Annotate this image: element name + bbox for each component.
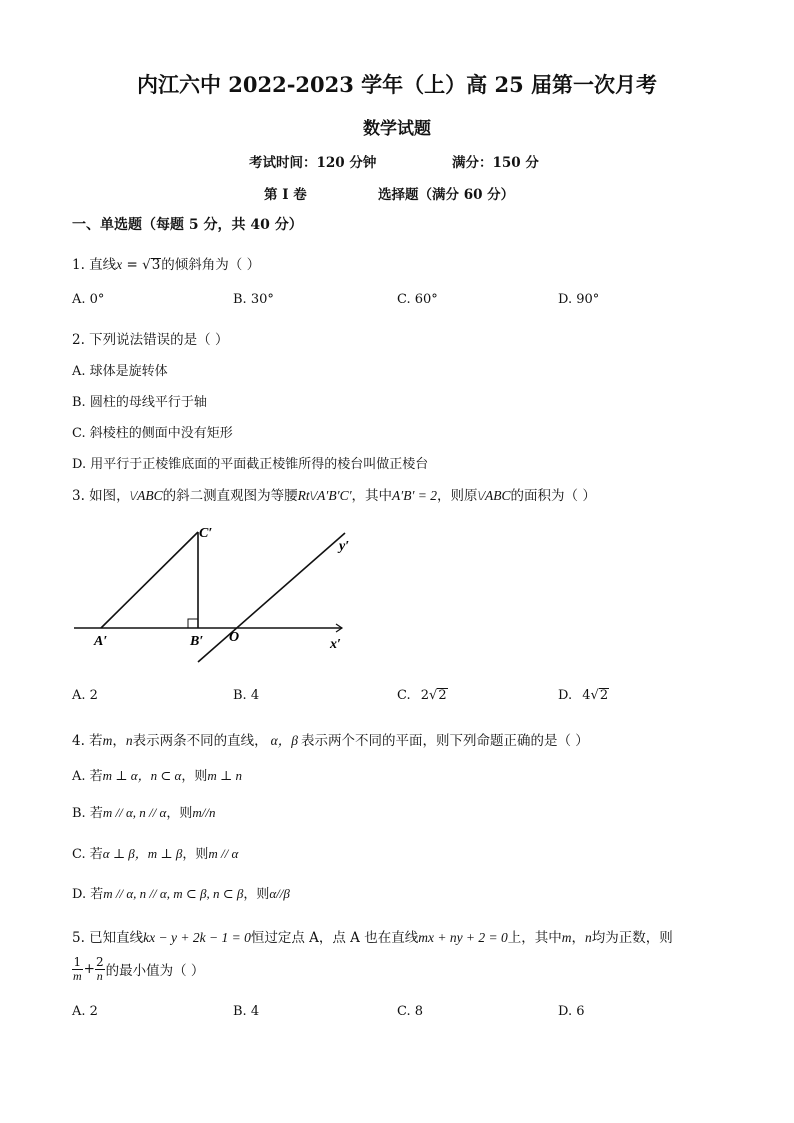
section-heading: 一、单选题（每题 5 分，共 40 分） bbox=[72, 217, 303, 233]
exam-score: 满分：150 分 bbox=[452, 155, 539, 171]
sqrt-symbol: √ bbox=[590, 688, 599, 703]
q3-option-c-label: C. bbox=[397, 688, 411, 703]
q4-option-a-label: A. 若 bbox=[72, 769, 103, 784]
q5-option-b: B. 4 bbox=[233, 1004, 260, 1019]
q3-option-d-radicand: 2 bbox=[599, 688, 609, 703]
q5-text-1: 恒过定点 A，点 A 也在直线 bbox=[250, 930, 419, 946]
question-2-stem: 2. 下列说法错误的是（ ） bbox=[72, 332, 229, 348]
q5-option-d: D. 6 bbox=[558, 1004, 585, 1019]
label-x-prime: x′ bbox=[330, 637, 341, 652]
q4-prefix: 4. 若 bbox=[72, 733, 103, 749]
question-5-stem bbox=[72, 926, 673, 946]
q4-option-c-label: C. 若 bbox=[72, 847, 103, 862]
q4-var-m: m bbox=[102, 733, 113, 748]
label-c-prime: C′ bbox=[199, 526, 213, 541]
q1-option-c: C. 60° bbox=[397, 292, 438, 307]
volume-description: 选择题（满分 60 分） bbox=[378, 187, 515, 203]
q5-fraction-1-numerator: 1 bbox=[73, 955, 82, 969]
q3-text-1: 的斜二测直观图为等腰 bbox=[162, 488, 298, 504]
q2-option-c: C. 斜棱柱的侧面中没有矩形 bbox=[72, 426, 233, 441]
q3-length-eq: A′B′ = 2 bbox=[392, 488, 438, 503]
q5-plus: + bbox=[83, 961, 95, 978]
q3-option-d bbox=[558, 688, 609, 703]
q5-fraction-2 bbox=[95, 956, 105, 982]
q1-suffix: 的倾斜角为（ ） bbox=[161, 257, 261, 273]
q4-option-b-label: B. 若 bbox=[72, 806, 103, 821]
volume-label: 第 I 卷 bbox=[264, 187, 307, 203]
exam-subtitle: 数学试题 bbox=[363, 119, 431, 139]
q4-comma: ， bbox=[112, 733, 126, 749]
q5-var-n: n bbox=[585, 930, 592, 945]
sqrt-symbol: √ bbox=[142, 257, 151, 273]
q3-option-c-radicand: 2 bbox=[438, 688, 447, 703]
q4-planes: α，β bbox=[270, 733, 298, 748]
q1-option-a: A. 0° bbox=[72, 292, 105, 307]
exam-time: 考试时间：120 分钟 bbox=[249, 155, 377, 171]
q4-option-a-then: ，则 bbox=[181, 769, 208, 784]
q5-tail: 的最小值为（ ） bbox=[105, 963, 205, 980]
label-y-prime: y′ bbox=[339, 539, 350, 554]
q5-option-a: A. 2 bbox=[72, 1004, 98, 1019]
q1-equals: = bbox=[122, 257, 143, 273]
q4-option-d-math: m // α, n // α, m ⊂ β, n ⊂ β bbox=[103, 886, 244, 901]
q5-text-2: 上，其中 bbox=[507, 930, 562, 946]
q3-triangle-abc-2: \/ABC bbox=[477, 488, 511, 503]
q5-fraction-1 bbox=[72, 956, 83, 982]
q4-option-b-result: m//n bbox=[192, 805, 216, 820]
question-4-stem bbox=[72, 729, 589, 749]
q4-option-d-label: D. 若 bbox=[72, 887, 104, 902]
sqrt-symbol: √ bbox=[429, 688, 438, 703]
right-angle-mark bbox=[188, 619, 198, 628]
q2-option-a: A. 球体是旋转体 bbox=[72, 364, 168, 379]
label-origin: O bbox=[229, 630, 240, 645]
q3-right-triangle: Rt\/A′B′C′ bbox=[297, 488, 352, 503]
q3-option-a: A. 2 bbox=[72, 688, 98, 703]
q3-option-d-coef: 4 bbox=[582, 688, 591, 703]
q1-option-d: D. 90° bbox=[558, 292, 600, 307]
q3-text-3: ，则原 bbox=[437, 488, 478, 504]
q4-option-b-then: ，则 bbox=[166, 806, 193, 821]
q4-option-a bbox=[72, 765, 242, 784]
q5-suffix: 均为正数，则 bbox=[591, 930, 673, 946]
exam-title: 内江六中 2022-2023 学年（上）高 25 届第一次月考 bbox=[136, 72, 658, 97]
q3-text-2: ，其中 bbox=[351, 488, 393, 504]
question-5-expression bbox=[72, 956, 204, 982]
q1-radicand: 3 bbox=[151, 257, 161, 273]
q4-option-c-result: m // α bbox=[208, 846, 239, 861]
label-a-prime: A′ bbox=[94, 634, 108, 649]
q4-option-a-result: m ⊥ n bbox=[207, 768, 242, 783]
q5-fraction-2-denominator: n bbox=[96, 968, 103, 983]
q3-prefix: 3. 如图， bbox=[72, 488, 130, 504]
q4-option-c-math: α ⊥ β，m ⊥ β bbox=[102, 846, 183, 861]
q4-option-d-then: ，则 bbox=[243, 887, 270, 902]
q5-line-2: mx + ny + 2 = 0 bbox=[418, 930, 508, 945]
q3-triangle-abc: \/ABC bbox=[129, 488, 163, 503]
q4-option-b bbox=[72, 802, 215, 821]
q5-comma: ， bbox=[571, 930, 586, 946]
q2-option-d: D. 用平行于正棱锥底面的平面截正棱锥所得的棱台叫做正棱台 bbox=[72, 457, 429, 472]
q3-option-d-label: D. bbox=[558, 688, 573, 703]
segment-a-c bbox=[101, 532, 198, 628]
q5-line-1: kx − y + 2k − 1 = 0 bbox=[143, 930, 251, 945]
q4-var-n: n bbox=[125, 733, 133, 748]
label-b-prime: B′ bbox=[190, 634, 204, 649]
q4-text-1: 表示两条不同的直线， bbox=[132, 733, 268, 749]
q2-option-b: B. 圆柱的母线平行于轴 bbox=[72, 395, 207, 410]
q1-var-x: x bbox=[116, 257, 123, 272]
y-axis-line bbox=[198, 533, 345, 662]
q5-prefix: 5. 已知直线 bbox=[72, 930, 144, 946]
q4-option-c bbox=[72, 843, 238, 862]
q5-option-c: C. 8 bbox=[397, 1004, 424, 1019]
q4-option-b-math: m // α, n // α bbox=[102, 805, 167, 820]
q3-option-c-coef: 2 bbox=[420, 688, 430, 703]
q4-suffix: 表示两个不同的平面，则下列命题正确的是（ ） bbox=[300, 733, 589, 749]
q3-suffix: 的面积为（ ） bbox=[510, 488, 596, 504]
q3-option-b: B. 4 bbox=[233, 688, 260, 703]
q5-var-m: m bbox=[561, 930, 572, 945]
q4-option-c-then: ，则 bbox=[182, 847, 209, 862]
q5-fraction-2-numerator: 2 bbox=[95, 955, 104, 969]
q4-option-d bbox=[72, 883, 290, 902]
q1-option-b: B. 30° bbox=[233, 292, 274, 307]
q3-option-c bbox=[397, 688, 448, 703]
q4-option-d-result: α//β bbox=[269, 886, 290, 901]
q5-fraction-1-denominator: m bbox=[73, 968, 82, 983]
q4-option-a-math: m ⊥ α，n ⊂ α bbox=[102, 768, 182, 783]
q1-prefix: 1. 直线 bbox=[72, 257, 117, 273]
